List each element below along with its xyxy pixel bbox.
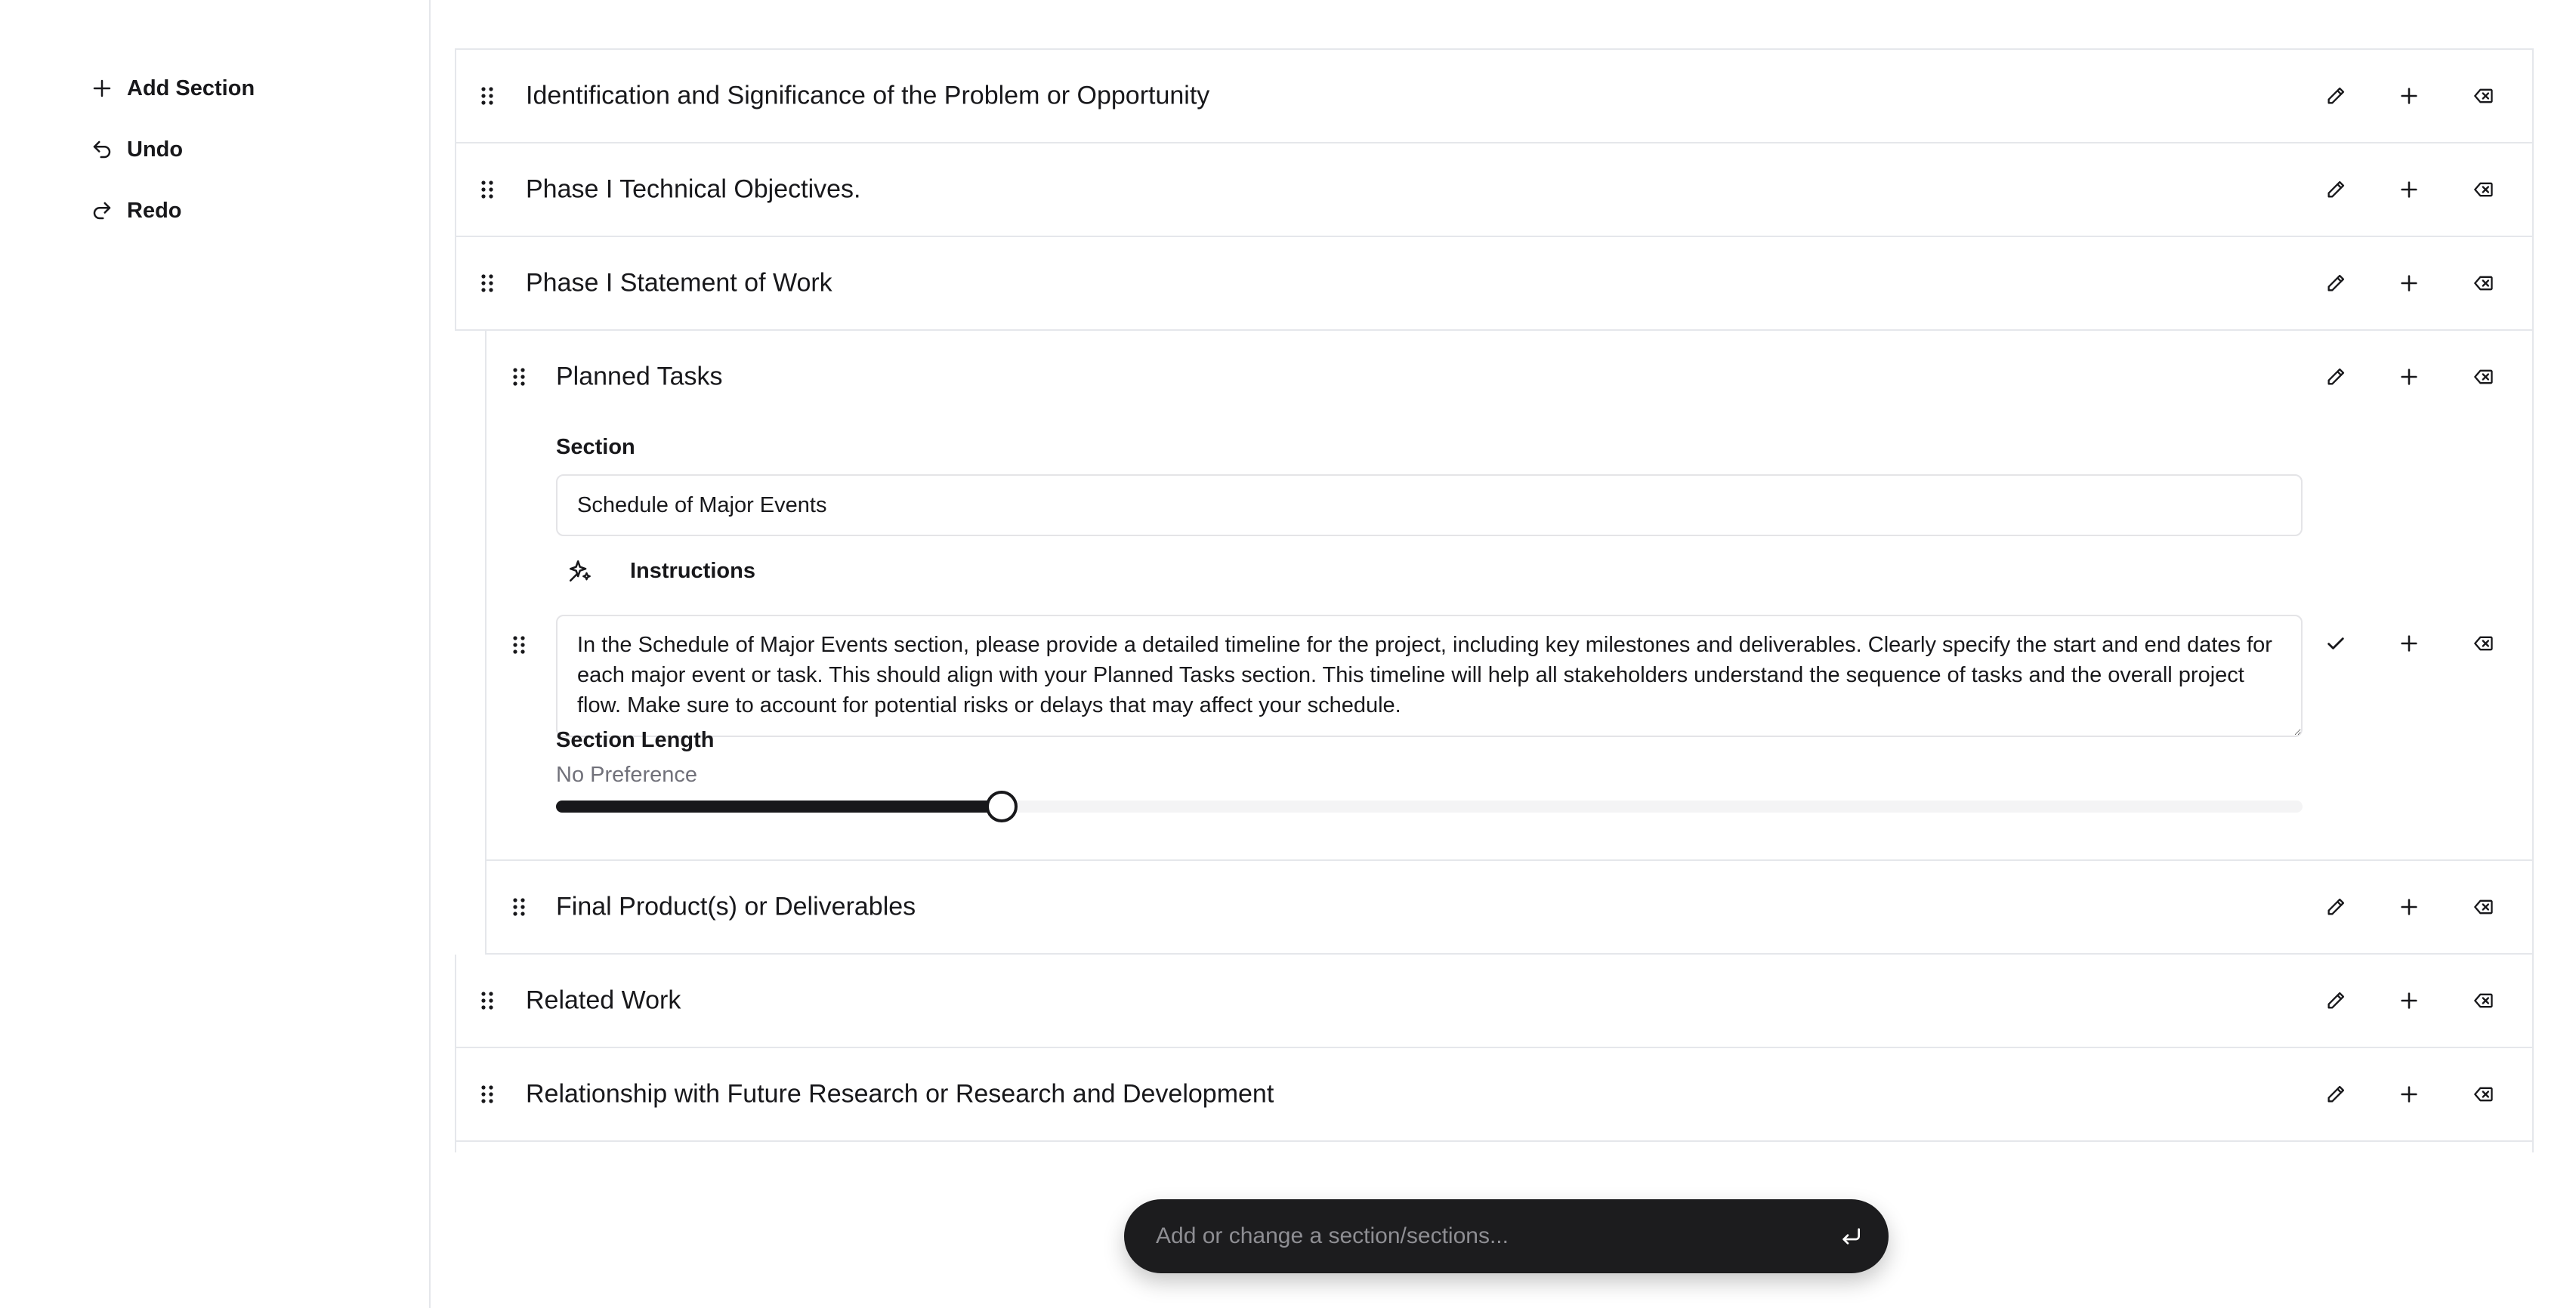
add-subsection-button[interactable] [2394, 362, 2424, 392]
chat-bar [1124, 1199, 1889, 1273]
add-subsection-button[interactable] [2394, 628, 2424, 659]
delete-section-button[interactable] [2469, 174, 2499, 205]
add-subsection-button[interactable] [2394, 986, 2424, 1016]
edit-section-button[interactable] [2321, 1079, 2351, 1109]
plus-icon [2398, 273, 2420, 294]
section-row-partial [455, 1142, 2534, 1152]
add-subsection-button[interactable] [2394, 81, 2424, 111]
pencil-icon [2325, 896, 2346, 918]
editor-actions [2321, 628, 2532, 659]
row-actions [2290, 1079, 2532, 1109]
edit-section-button[interactable] [2321, 174, 2351, 205]
section-title: Identification and Significance of the Problem or Opportunity [526, 81, 1210, 110]
edit-section-button[interactable] [2321, 892, 2351, 922]
plus-icon [2398, 85, 2420, 106]
section-list [455, 48, 2534, 1152]
section-title: Phase I Technical Objectives. [526, 174, 861, 204]
section-row [455, 50, 2534, 143]
section-editor [485, 423, 2534, 861]
delete-section-button[interactable] [2469, 362, 2499, 392]
edit-section-button[interactable] [2321, 81, 2351, 111]
subsection-row [485, 861, 2534, 955]
section-title: Relationship with Future Research or Research and Development [526, 1079, 1274, 1109]
add-subsection-button[interactable] [2394, 892, 2424, 922]
backspace-delete-icon [2473, 1084, 2494, 1105]
pencil-icon [2325, 179, 2346, 200]
row-actions [2290, 174, 2532, 205]
check-icon [2325, 633, 2346, 654]
slider-fill [556, 801, 1002, 813]
section-length-value: No Preference [556, 763, 697, 787]
plus-icon [2398, 1084, 2420, 1105]
plus-icon [2398, 990, 2420, 1011]
delete-section-button[interactable] [2469, 628, 2499, 659]
add-section-label: Add Section [127, 76, 255, 100]
delete-section-button[interactable] [2469, 1079, 2499, 1109]
plus-icon [91, 77, 113, 100]
row-actions [2321, 892, 2532, 922]
drag-handle-icon[interactable] [479, 180, 496, 199]
delete-section-button[interactable] [2469, 268, 2499, 298]
plus-icon [2398, 633, 2420, 654]
drag-handle-icon[interactable] [479, 273, 496, 293]
pencil-icon [2325, 990, 2346, 1011]
edit-section-button[interactable] [2321, 362, 2351, 392]
section-row [455, 955, 2534, 1048]
ai-generate-button[interactable] [556, 547, 604, 595]
edit-section-button[interactable] [2321, 986, 2351, 1016]
section-field-label: Section [556, 435, 635, 459]
instructions-label: Instructions [630, 558, 755, 583]
sidebar [0, 0, 431, 1308]
edit-section-button[interactable] [2321, 268, 2351, 298]
plus-icon [2398, 896, 2420, 918]
pencil-icon [2325, 1084, 2346, 1105]
section-title: Planned Tasks [556, 362, 723, 391]
row-actions [2290, 986, 2532, 1016]
plus-icon [2398, 179, 2420, 200]
backspace-delete-icon [2473, 633, 2494, 654]
add-subsection-button[interactable] [2394, 1079, 2424, 1109]
delete-section-button[interactable] [2469, 81, 2499, 111]
slider-thumb[interactable] [986, 791, 1018, 822]
backspace-delete-icon [2473, 366, 2494, 387]
confirm-section-button[interactable] [2321, 628, 2351, 659]
redo-label: Redo [127, 198, 182, 223]
add-section-button[interactable] [91, 69, 255, 107]
plus-icon [2398, 366, 2420, 387]
row-actions [2290, 268, 2532, 298]
backspace-delete-icon [2473, 179, 2494, 200]
section-title: Final Product(s) or Deliverables [556, 892, 916, 921]
redo-button[interactable] [91, 192, 182, 230]
pencil-icon [2325, 366, 2346, 387]
add-subsection-button[interactable] [2394, 174, 2424, 205]
delete-section-button[interactable] [2469, 892, 2499, 922]
pencil-icon [2325, 85, 2346, 106]
instructions-header [556, 547, 755, 595]
section-length-label: Section Length [556, 728, 715, 752]
sparkle-icon [567, 558, 593, 584]
section-length-slider[interactable] [556, 801, 2303, 813]
add-subsection-button[interactable] [2394, 268, 2424, 298]
chat-input[interactable] [1154, 1199, 1804, 1273]
undo-icon [91, 138, 113, 161]
redo-icon [91, 199, 113, 222]
drag-handle-icon[interactable] [511, 367, 527, 387]
backspace-delete-icon [2473, 990, 2494, 1011]
delete-section-button[interactable] [2469, 986, 2499, 1016]
section-row [455, 237, 2534, 331]
undo-button[interactable] [91, 131, 183, 168]
section-title: Related Work [526, 986, 681, 1015]
undo-label: Undo [127, 137, 184, 162]
pencil-icon [2325, 273, 2346, 294]
section-name-input[interactable] [556, 474, 2303, 536]
section-title: Phase I Statement of Work [526, 268, 832, 298]
drag-handle-icon[interactable] [479, 1084, 496, 1104]
subsection-row [485, 331, 2534, 424]
section-row [455, 143, 2534, 237]
drag-handle-icon[interactable] [479, 991, 496, 1010]
row-actions [2290, 81, 2532, 111]
section-row [455, 1048, 2534, 1142]
backspace-delete-icon [2473, 273, 2494, 294]
row-actions [2321, 362, 2532, 392]
enter-return-icon [1839, 1224, 1863, 1248]
drag-handle-icon[interactable] [511, 635, 527, 655]
drag-handle-icon[interactable] [479, 86, 496, 106]
instructions-textarea[interactable] [556, 615, 2303, 737]
backspace-delete-icon [2473, 85, 2494, 106]
backspace-delete-icon [2473, 896, 2494, 918]
drag-handle-icon[interactable] [511, 897, 527, 917]
send-button[interactable] [1836, 1221, 1866, 1251]
